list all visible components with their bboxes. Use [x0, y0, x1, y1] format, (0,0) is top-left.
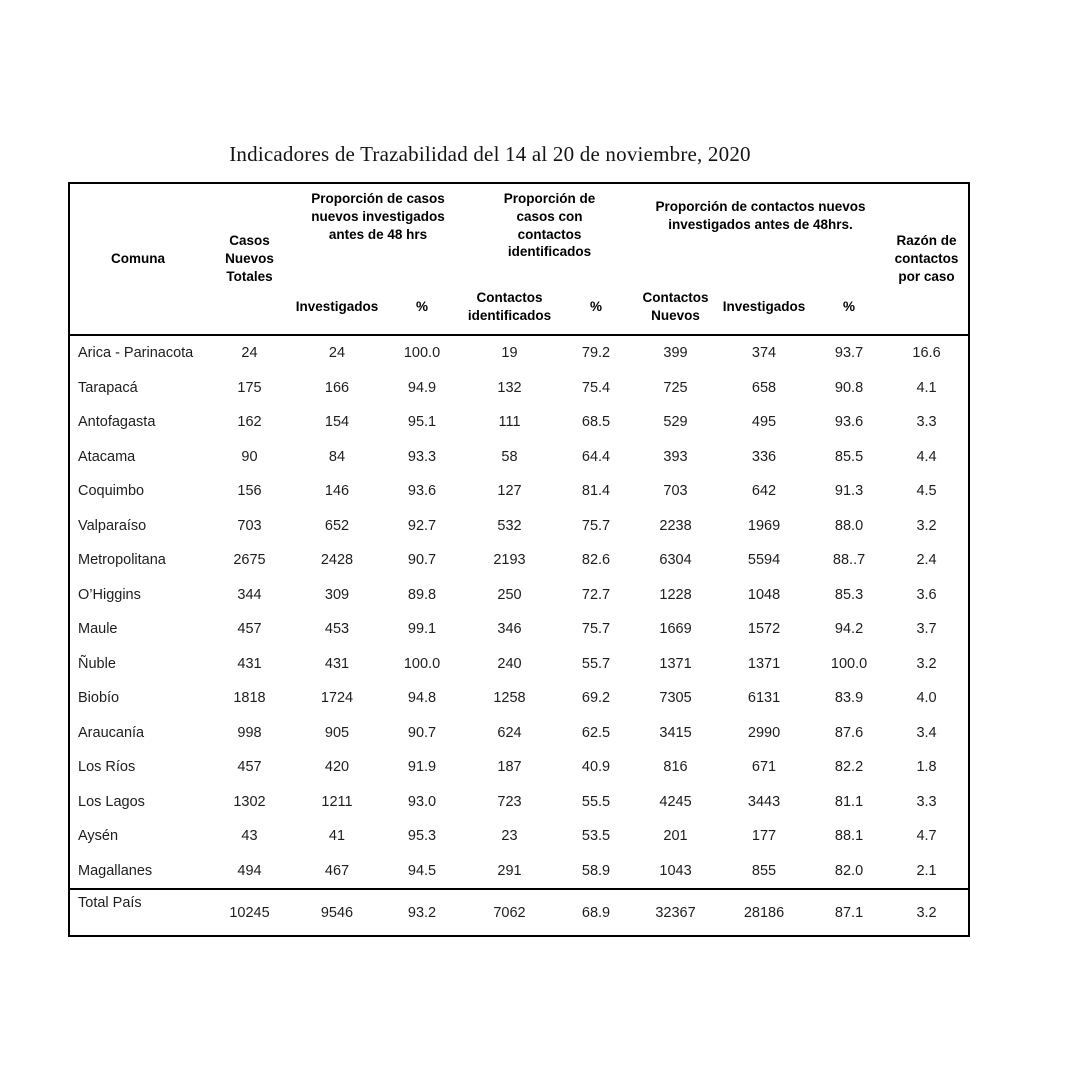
value-cell: 68.5 [581, 414, 611, 431]
col-header-razon-contactos: Razón de contactos por caso [894, 233, 959, 284]
region-name: Los Lagos [78, 793, 145, 810]
value-cell: 3.2 [916, 655, 937, 672]
value-cell: 855 [751, 862, 777, 879]
table-row [69, 335, 969, 371]
value-cell: 1211 [321, 793, 353, 810]
value-cell: 3.4 [916, 724, 937, 741]
value-cell: 81.4 [581, 483, 611, 500]
value-cell: 69.2 [581, 690, 611, 707]
value-cell: 1.8 [916, 759, 937, 776]
table-row [69, 819, 969, 854]
value-cell: 453 [324, 621, 350, 638]
table-row [69, 716, 969, 751]
value-cell: 175 [237, 379, 262, 396]
value-cell: 84 [328, 448, 346, 465]
value-cell: 40.9 [581, 759, 611, 776]
value-cell: 62.5 [581, 724, 611, 741]
table-row [69, 543, 969, 578]
page-title: Indicadores de Trazabilidad del 14 al 20 de noviembre, 2020 [229, 142, 751, 166]
value-cell: 2428 [320, 552, 354, 569]
region-name: Magallanes [78, 862, 153, 879]
table-row [69, 440, 969, 475]
value-cell: 41 [328, 828, 346, 845]
value-cell: 99.1 [407, 621, 437, 638]
value-cell: 1371 [747, 655, 781, 672]
value-cell: 532 [497, 517, 522, 534]
value-cell: 309 [324, 586, 350, 603]
value-cell: 905 [324, 724, 350, 741]
sub-header-contactos-nuevos: Contactos Nuevos [642, 290, 709, 323]
value-cell: 88..7 [832, 552, 866, 569]
value-cell: 93.6 [834, 414, 864, 431]
region-name: Aysén [78, 828, 119, 845]
header-group-row [69, 183, 969, 280]
table-body [69, 335, 969, 889]
value-cell: 3.6 [916, 586, 937, 603]
value-cell: 53.5 [581, 828, 611, 845]
value-cell: 187 [497, 759, 522, 776]
value-cell: 4245 [659, 793, 692, 810]
value-cell: 4.0 [916, 690, 937, 707]
value-cell: 23 [501, 828, 518, 845]
value-cell: 346 [497, 621, 522, 638]
value-cell: 1258 [493, 690, 526, 707]
value-cell: 291 [497, 862, 522, 879]
total-value-cell: 3.2 [885, 889, 969, 936]
table-row [69, 509, 969, 544]
value-cell: 1818 [233, 690, 266, 707]
total-label: Total País [69, 889, 206, 936]
value-cell: 1048 [747, 586, 781, 603]
value-cell: 154 [324, 414, 350, 431]
value-cell: 91.3 [834, 483, 864, 500]
value-cell: 723 [497, 793, 522, 810]
value-cell: 55.7 [581, 655, 611, 672]
value-cell: 88.1 [834, 828, 864, 845]
region-name: O’Higgins [78, 586, 141, 603]
value-cell: 1043 [659, 862, 692, 879]
table-row [69, 371, 969, 406]
value-cell: 494 [237, 862, 262, 879]
value-cell: 58 [501, 448, 518, 465]
value-cell: 374 [715, 335, 813, 371]
table-footer [69, 889, 969, 936]
value-cell: 457 [237, 621, 262, 638]
region-name: Arica - Parinacota [69, 335, 206, 371]
value-cell: 3443 [747, 793, 781, 810]
sub-header-pct-3: % [843, 299, 856, 315]
value-cell: 127 [497, 483, 522, 500]
value-cell: 4.5 [916, 483, 937, 500]
value-cell: 88.0 [834, 517, 864, 534]
value-cell: 420 [324, 759, 350, 776]
table-row [69, 405, 969, 440]
value-cell: 7305 [659, 690, 692, 707]
value-cell: 94.2 [834, 621, 864, 638]
value-cell: 1572 [747, 621, 781, 638]
value-cell: 91.9 [407, 759, 437, 776]
value-cell: 85.3 [834, 586, 864, 603]
value-cell: 201 [663, 828, 688, 845]
col-header-comuna: Comuna [111, 251, 165, 267]
value-cell: 72.7 [581, 586, 611, 603]
value-cell: 75.4 [581, 379, 611, 396]
value-cell: 2990 [747, 724, 781, 741]
value-cell: 95.1 [407, 414, 437, 431]
value-cell: 2.1 [916, 862, 937, 879]
total-value-cell: 7062 [463, 889, 556, 936]
value-cell: 3.7 [916, 621, 937, 638]
value-cell: 24 [206, 335, 293, 371]
value-cell: 100.0 [403, 655, 441, 672]
sub-header-pct-2: % [590, 299, 603, 315]
table-row [69, 474, 969, 509]
value-cell: 16.6 [885, 335, 969, 371]
value-cell: 2675 [233, 552, 266, 569]
table-row [69, 647, 969, 682]
value-cell: 111 [498, 414, 521, 431]
value-cell: 725 [663, 379, 688, 396]
region-name: Maule [78, 621, 118, 638]
total-value-cell: 87.1 [813, 889, 885, 936]
group-header-contactos-identificados: Proporción de casos con contactos identificados [503, 191, 596, 260]
table-row [69, 681, 969, 716]
region-name: Biobío [78, 690, 120, 707]
value-cell: 90.7 [407, 552, 437, 569]
value-cell: 399 [636, 335, 715, 371]
value-cell: 240 [497, 655, 522, 672]
value-cell: 177 [751, 828, 777, 845]
value-cell: 3415 [659, 724, 692, 741]
value-cell: 1228 [659, 586, 692, 603]
value-cell: 393 [663, 448, 688, 465]
region-name: Metropolitana [78, 552, 166, 569]
table-header [69, 183, 969, 335]
value-cell: 4.4 [916, 448, 937, 465]
value-cell: 3.3 [916, 414, 937, 431]
value-cell: 93.3 [407, 448, 437, 465]
value-cell: 24 [293, 335, 381, 371]
value-cell: 250 [497, 586, 522, 603]
value-cell: 90.7 [407, 724, 437, 741]
value-cell: 19 [463, 335, 556, 371]
region-name: Ñuble [78, 655, 116, 672]
region-name: Valparaíso [78, 517, 147, 534]
value-cell: 3.2 [916, 517, 937, 534]
value-cell: 93.7 [813, 335, 885, 371]
region-name: Tarapacá [78, 379, 138, 396]
value-cell: 146 [324, 483, 350, 500]
value-cell: 100.0 [381, 335, 463, 371]
value-cell: 100.0 [830, 655, 868, 672]
total-value-cell: 10245 [206, 889, 293, 936]
col-header-casos-nuevos-totales: Casos Nuevos Totales [225, 233, 274, 284]
value-cell: 457 [237, 759, 262, 776]
value-cell: 495 [751, 414, 777, 431]
table-row [69, 750, 969, 785]
value-cell: 94.8 [407, 690, 437, 707]
value-cell: 79.2 [556, 335, 636, 371]
sub-header-investigados-1: Investigados [295, 299, 379, 315]
value-cell: 703 [237, 517, 262, 534]
value-cell: 2238 [659, 517, 692, 534]
total-value-cell: 9546 [293, 889, 381, 936]
value-cell: 93.0 [407, 793, 437, 810]
value-cell: 75.7 [581, 517, 611, 534]
value-cell: 652 [324, 517, 350, 534]
region-name: Antofagasta [78, 414, 156, 431]
value-cell: 816 [663, 759, 688, 776]
value-cell: 94.5 [407, 862, 437, 879]
group-header-contactos-investigados-48: Proporción de contactos nuevos investigados antes de 48hrs. [655, 199, 866, 232]
value-cell: 94.9 [407, 379, 437, 396]
value-cell: 81.1 [834, 793, 864, 810]
value-cell: 166 [324, 379, 350, 396]
value-cell: 671 [751, 759, 777, 776]
value-cell: 642 [751, 483, 777, 500]
value-cell: 55.5 [581, 793, 611, 810]
value-cell: 43 [241, 828, 258, 845]
value-cell: 93.6 [407, 483, 437, 500]
value-cell: 431 [324, 655, 350, 672]
value-cell: 89.8 [407, 586, 437, 603]
value-cell: 4.7 [916, 828, 937, 845]
value-cell: 2193 [493, 552, 526, 569]
traceability-table [68, 182, 970, 937]
table-row [69, 854, 969, 890]
value-cell: 1371 [659, 655, 692, 672]
table-row [69, 578, 969, 613]
value-cell: 1669 [659, 621, 692, 638]
value-cell: 336 [751, 448, 777, 465]
region-name: Atacama [78, 448, 136, 465]
value-cell: 5594 [747, 552, 781, 569]
value-cell: 2.4 [916, 552, 937, 569]
value-cell: 82.2 [834, 759, 864, 776]
sub-header-contactos-identificados: Contactos identificados [467, 290, 552, 323]
value-cell: 90.8 [834, 379, 864, 396]
value-cell: 90 [241, 448, 258, 465]
value-cell: 95.3 [407, 828, 437, 845]
value-cell: 344 [237, 586, 262, 603]
value-cell: 6131 [747, 690, 781, 707]
value-cell: 467 [324, 862, 350, 879]
sub-header-pct-1: % [415, 299, 428, 315]
value-cell: 4.1 [916, 379, 937, 396]
value-cell: 85.5 [834, 448, 864, 465]
value-cell: 82.0 [834, 862, 864, 879]
table-row [69, 612, 969, 647]
value-cell: 703 [663, 483, 688, 500]
value-cell: 658 [751, 379, 777, 396]
total-value-cell: 28186 [715, 889, 813, 936]
value-cell: 1969 [747, 517, 781, 534]
value-cell: 1302 [233, 793, 266, 810]
value-cell: 624 [497, 724, 522, 741]
value-cell: 75.7 [581, 621, 611, 638]
value-cell: 83.9 [834, 690, 864, 707]
sub-header-investigados-2: Investigados [722, 299, 806, 315]
total-value-cell: 93.2 [381, 889, 463, 936]
total-value-cell: 68.9 [556, 889, 636, 936]
table-row [69, 785, 969, 820]
value-cell: 64.4 [581, 448, 611, 465]
region-name: Araucanía [78, 724, 145, 741]
value-cell: 1724 [320, 690, 354, 707]
value-cell: 162 [237, 414, 262, 431]
value-cell: 58.9 [581, 862, 611, 879]
group-header-casos-investigados-48: Proporción de casos nuevos investigados antes de 48 hrs [311, 191, 445, 242]
total-value-cell: 32367 [636, 889, 715, 936]
value-cell: 998 [237, 724, 262, 741]
value-cell: 3.3 [916, 793, 937, 810]
value-cell: 529 [663, 414, 688, 431]
value-cell: 87.6 [834, 724, 864, 741]
value-cell: 6304 [659, 552, 692, 569]
value-cell: 156 [237, 483, 262, 500]
region-name: Los Ríos [78, 759, 136, 776]
region-name: Coquimbo [78, 483, 145, 500]
value-cell: 431 [237, 655, 262, 672]
value-cell: 92.7 [407, 517, 437, 534]
value-cell: 82.6 [581, 552, 611, 569]
value-cell: 132 [497, 379, 522, 396]
total-row [69, 889, 969, 936]
